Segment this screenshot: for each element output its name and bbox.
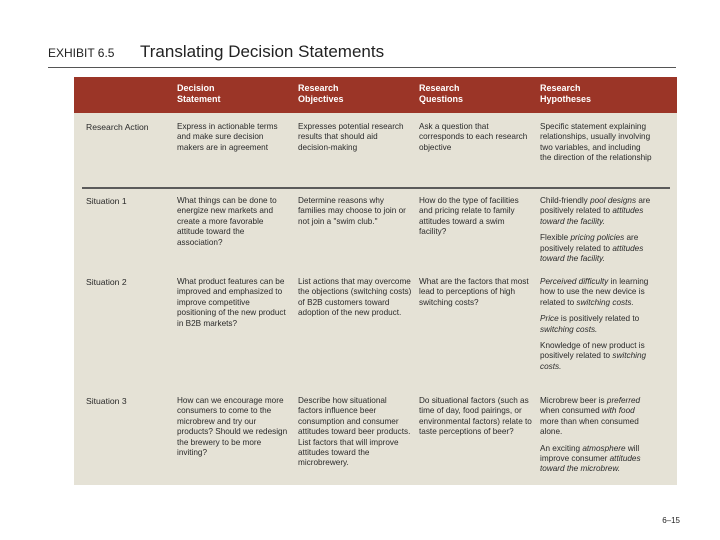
questions-cell: Do situational factors (such as time of day, food pairings, or environmental factors) relate to taste perceptions of beer? [419,396,532,437]
objectives-cell: Determine reasons why families may choose to join or not join a "swim club." [298,196,406,226]
hypothesis-text: will improve consumer [540,443,640,464]
hypothesis-statement [540,277,652,308]
hypothesis-text: Specific statement explaining relationships, usually involving two variables, and including the direction of the relationship [540,122,652,163]
hypotheses-cell [540,196,652,270]
row-label: Research Action [86,122,149,132]
hypothesis-variable: switching costs. [576,297,634,307]
hypothesis-text: when consumed [540,406,602,416]
header-research-questions: Research Questions [419,83,464,104]
hypothesis-variable: attitudes toward the facility. [540,243,644,264]
objectives-cell: List actions that may overcome the objections (switching costs) of B2B customers toward adoption of the new product. [298,277,412,318]
hypotheses-cell [540,277,652,378]
hypothesis-variable: pool designs [590,196,637,205]
exhibit-title: Translating Decision Statements [140,42,385,61]
hypothesis-variable: Perceived difficulty [540,277,609,286]
hypothesis-text: Child-friendly [540,196,591,205]
hypothesis-variable: pricing policies [570,233,625,243]
row-label: Situation 2 [86,277,127,287]
hypothesis-variable: switching costs. [540,351,647,371]
hypothesis-variable: preferred [606,396,641,405]
header-research-hypotheses: Research Hypotheses [540,83,592,104]
objectives-cell: Expresses potential research results that should aid decision-making [298,122,404,152]
hypothesis-variable: attitudes toward the microbrew. [540,454,641,474]
hypothesis-statement [540,122,652,164]
questions-cell: Ask a question that corresponds to each research objective [419,122,528,152]
hypothesis-statement [540,314,652,335]
hypothesis-text: in learning how to use the new device is related to [540,277,649,307]
hypothesis-variable: switching costs. [540,324,598,334]
hypothesis-statement [540,196,652,227]
exhibit-label: EXHIBIT 6.5 [48,46,115,60]
hypothesis-text: Microbrew beer is [540,396,607,405]
hypothesis-text: is positively related to [558,314,640,324]
hypothesis-statement [540,341,652,372]
hypothesis-statement [540,444,652,475]
hypothesis-text: are positively related to [540,233,639,253]
page-number: 6–15 [662,516,680,525]
hypothesis-text: An exciting [540,443,583,453]
decision-cell: What product features can be improved and emphasized to improve competitive positioning of the new product in B2B markets? [177,277,286,328]
header-decision-statement: Decision Statement [177,83,221,104]
decision-cell: Express in actionable terms and make sure decision makers are in agreement [177,122,278,152]
hypothesis-text: Knowledge of new product is positively related to [540,341,645,361]
hypothesis-statement [540,396,652,438]
hypothesis-variable: Price [540,314,559,324]
decision-table [74,77,677,485]
hypotheses-cell [540,122,652,170]
decision-cell: How can we encourage more consumers to come to the microbrew and try our products? Should we redesign the brewery to be more inviting? [177,396,288,458]
table-header [74,77,677,113]
hypothesis-variable: atmosphere [582,443,626,453]
hypothesis-text: Flexible [540,233,571,243]
questions-cell: What are the factors that most lead to perceptions of high switching costs? [419,277,529,307]
decision-cell: What things can be done to energize new markets and create a more favorable attitude toward the association? [177,196,277,247]
hypothesis-variable: attitudes toward the facility. [540,206,644,226]
row-divider [82,187,670,189]
hypothesis-variable: with food [601,406,635,416]
header-research-objectives: Research Objectives [298,83,344,104]
hypothesis-statement [540,233,652,264]
hypotheses-cell [540,396,652,481]
hypothesis-text: more than when consumed alone. [540,416,639,437]
hypothesis-text: are positively related to [540,196,651,216]
objectives-cell: Describe how situational factors influence beer consumption and consumer attitudes toward beer products. List factors that will improve attitudes toward the microbrewery. [298,396,411,468]
row-label: Situation 1 [86,196,127,206]
questions-cell: How do the type of facilities and pricing relate to family attitudes toward a swim facility? [419,196,519,237]
row-label: Situation 3 [86,396,127,406]
title-rule [48,67,676,68]
